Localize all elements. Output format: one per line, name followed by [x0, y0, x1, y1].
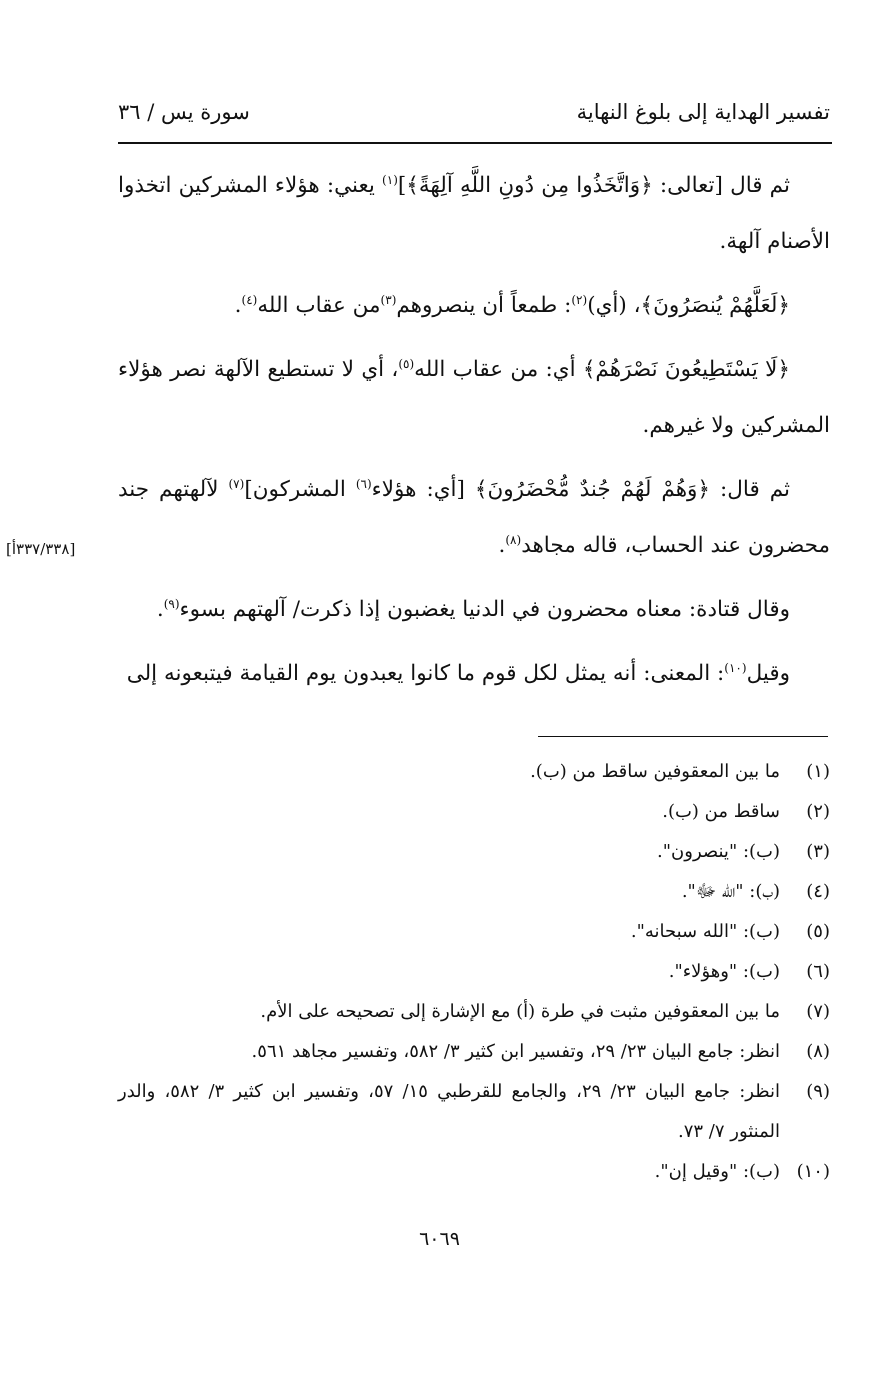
- footnote-text: (ب): "وهؤلاء".: [668, 961, 780, 982]
- paragraph-1: ثم قال [تعالى: ﴿وَاتَّخَذُوا مِن دُونِ اللَّهِ آلِهَةً﴾]$^{(١)}$ يعني: هؤلاء المشركين اتخذوا الأصنام آلهة.: [118, 172, 830, 254]
- quran-verse: ﴿وَهُمْ لَهُمْ جُندٌ مُّحْضَرُونَ﴾: [474, 477, 711, 502]
- paragraph-4: ثم قال: ﴿وَهُمْ لَهُمْ جُندٌ مُّحْضَرُونَ﴾ [أي: هؤلاء$^{(٦)}$ المشركون]$^{(٧)}$ لآلهتهم جند محضرون عند الحساب، قاله مجاهد$^{(٨)}$.: [118, 476, 830, 558]
- footnote-ref[interactable]: (٦): [355, 476, 372, 491]
- paragraph-6: وقيل$^{(١٠)}$: المعنى: أنه يمثل لكل قوم ما كانوا يعبدون يوم القيامة فيتبعونه إلى: [126, 660, 790, 686]
- footnote-number: (٣): [806, 841, 830, 862]
- footnote-text: ما بين المعقوفين ساقط من (ب).: [530, 761, 780, 782]
- footnote-text: انظر: جامع البيان ٢٣/ ٢٩، وتفسير ابن كثير ٣/ ٥٨٢، وتفسير مجاهد ٥٦١.: [251, 1041, 780, 1062]
- footnote-ref[interactable]: (٧): [228, 476, 245, 491]
- footnote-ref[interactable]: (٨): [505, 532, 522, 547]
- footnote-number: (٥): [806, 921, 830, 942]
- footnote-number: (٩): [806, 1081, 830, 1102]
- footnote-text: (ب): "وقيل إن".: [654, 1161, 780, 1182]
- footnote-ref[interactable]: (١): [382, 172, 398, 187]
- footnote-text: ساقط من (ب).: [662, 801, 780, 822]
- paragraph-5: وقال قتادة: معناه محضرون في الدنيا يغضبون إذا ذكرت/ آلهتهم بسوء$^{(٩)}$.: [156, 596, 790, 622]
- footnote-item: [118, 1072, 830, 1152]
- footnote-text: (ب): "الله سبحانه".: [630, 921, 780, 942]
- footnote-item: [118, 752, 830, 792]
- footnote-number: (٤): [806, 881, 830, 902]
- footnote-number: (٨): [806, 1041, 830, 1062]
- footnote-number: (١): [806, 761, 830, 782]
- footnote-item: [118, 912, 830, 952]
- quran-verse: ﴿وَاتَّخَذُوا مِن دُونِ اللَّهِ آلِهَةً﴾: [406, 173, 653, 198]
- book-title: تفسير الهداية إلى بلوغ النهاية: [576, 100, 830, 124]
- footnote-item: [118, 1032, 830, 1072]
- footnote-ref[interactable]: (١٠): [724, 660, 747, 675]
- footnote-ref[interactable]: (٥): [398, 356, 415, 371]
- footnote-ref[interactable]: (٢): [571, 292, 588, 307]
- surah-label: سورة يس / ٣٦: [118, 100, 250, 124]
- footnote-text: انظر: جامع البيان ٢٣/ ٢٩، والجامع للقرطبي ١٥/ ٥٧، وتفسير ابن كثير ٣/ ٥٨٢، والدر المنثور ٧/ ٧٣.: [118, 1081, 780, 1142]
- footnote-number: (٧): [806, 1001, 830, 1022]
- footnote-separator: [538, 736, 828, 737]
- quran-verse: ﴿لَا يَسْتَطِيعُونَ نَصْرَهُمْ﴾: [582, 357, 790, 382]
- footnote-ref[interactable]: (٤): [241, 292, 258, 307]
- footnotes: [118, 752, 830, 1192]
- paragraph-3: ﴿لَا يَسْتَطِيعُونَ نَصْرَهُمْ﴾ أي: من عقاب الله$^{(٥)}$، أي لا تستطيع الآلهة نصر هؤلاء المشركين ولا غيرهم.: [118, 356, 830, 438]
- quran-verse: ﴿لَعَلَّهُمْ يُنصَرُونَ﴾: [640, 293, 790, 318]
- footnote-item: [118, 792, 830, 832]
- footnote-item: [118, 1152, 830, 1192]
- manuscript-margin-note: [٣٣٧/٣٣٨أ]: [6, 540, 76, 558]
- footnote-number: (٢): [806, 801, 830, 822]
- footnote-text: (ب): "ينصرون".: [657, 841, 780, 862]
- footnote-text: (ب): "الله ﷻ".: [681, 881, 780, 902]
- footnote-item: [118, 952, 830, 992]
- footnote-ref[interactable]: (٩): [163, 596, 180, 611]
- running-header: [118, 100, 830, 130]
- main-text: [118, 158, 830, 702]
- page-number: ٦٠٦٩: [419, 1228, 460, 1250]
- footnote-item: [118, 992, 830, 1032]
- footnote-number: (١٠): [796, 1161, 830, 1182]
- paragraph-2: ﴿لَعَلَّهُمْ يُنصَرُونَ﴾، (أي)$^{(٢)}$: طمعاً أن ينصروهم$^{(٣)}$من عقاب الله$^{(٤)}$.: [234, 292, 790, 318]
- footnote-number: (٦): [806, 961, 830, 982]
- footnote-item: [118, 872, 830, 912]
- footnote-text: ما بين المعقوفين مثبت في طرة (أ) مع الإشارة إلى تصحيحه على الأم.: [260, 1001, 780, 1022]
- header-rule: [118, 142, 832, 144]
- footnote-ref[interactable]: (٣): [380, 292, 397, 307]
- footnote-item: [118, 832, 830, 872]
